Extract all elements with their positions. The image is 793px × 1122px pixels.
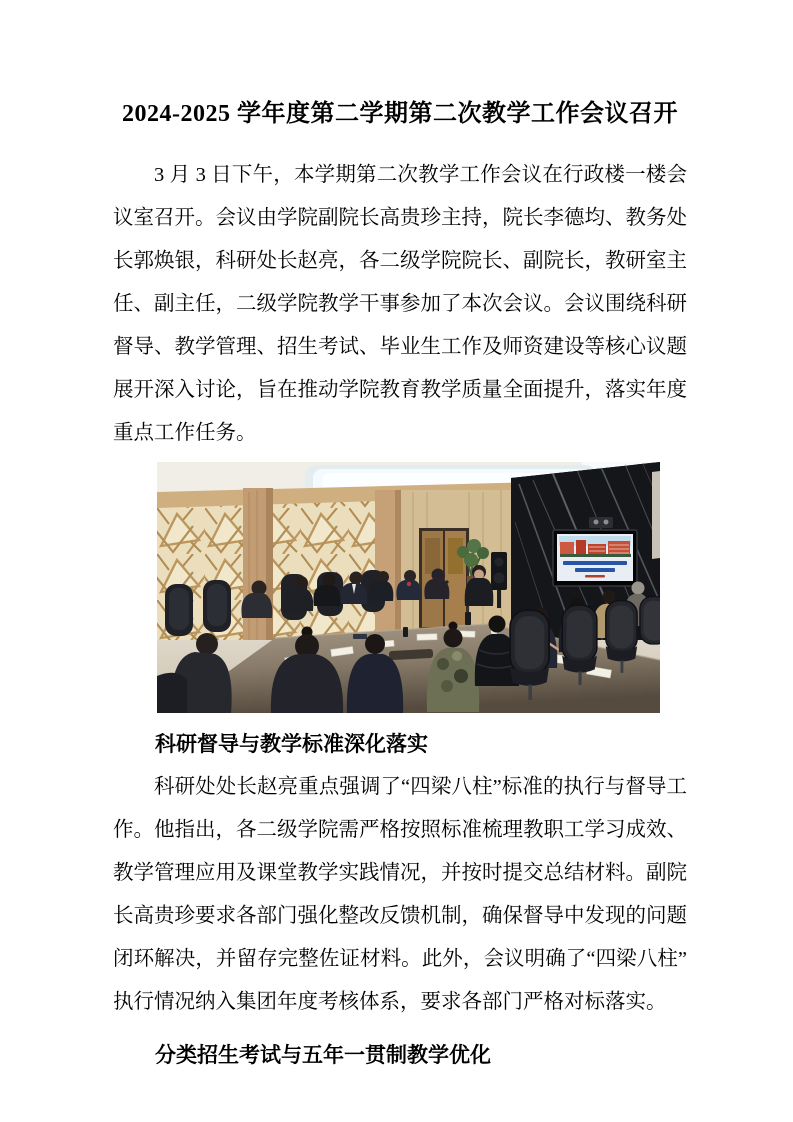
meeting-room-illustration [157, 462, 660, 713]
meeting-room-photo [157, 462, 660, 713]
section-heading-2: 分类招生考试与五年一贯制教学优化 [155, 1044, 491, 1067]
tv-screen [553, 530, 637, 586]
page-title: 2024-2025 学年度第二学期第二次教学工作会议召开 [122, 101, 678, 127]
section-paragraph-1: 科研处处长赵亮重点强调了“四梁八柱”标准的执行与督导工作。他指出，各二级学院需严格按照标准梳理教职工学习成效、教学管理应用及课堂教学实践情况，并按时提交总结材料。副院长高贵珍要求各部门强化整改反馈机制，确保督导中发现的问题闭环解决，并留存完整佐证材料。此外，会议明确了“四梁八柱”执行情况纳入集团年度考核体系，要求各部门严格对标落实。 [113, 776, 687, 1013]
section-heading-1: 科研督导与教学标准深化落实 [155, 733, 428, 756]
door [419, 528, 469, 630]
intro-paragraph: 3 月 3 日下午，本学期第二次教学工作会议在行政楼一楼会议室召开。会议由学院副院长高贵珍主持，院长李德均、教务处长郭焕银，科研处长赵亮，各二级学院院长、副院长，教研室主任、副主任，二级学院教学干事参加了本次会议。会议围绕科研督导、教学管理、招生考试、毕业生工作及师资建设等核心议题展开深入讨论，旨在推动学院教育教学质量全面提升，落实年度重点工作任务。 [113, 164, 687, 444]
